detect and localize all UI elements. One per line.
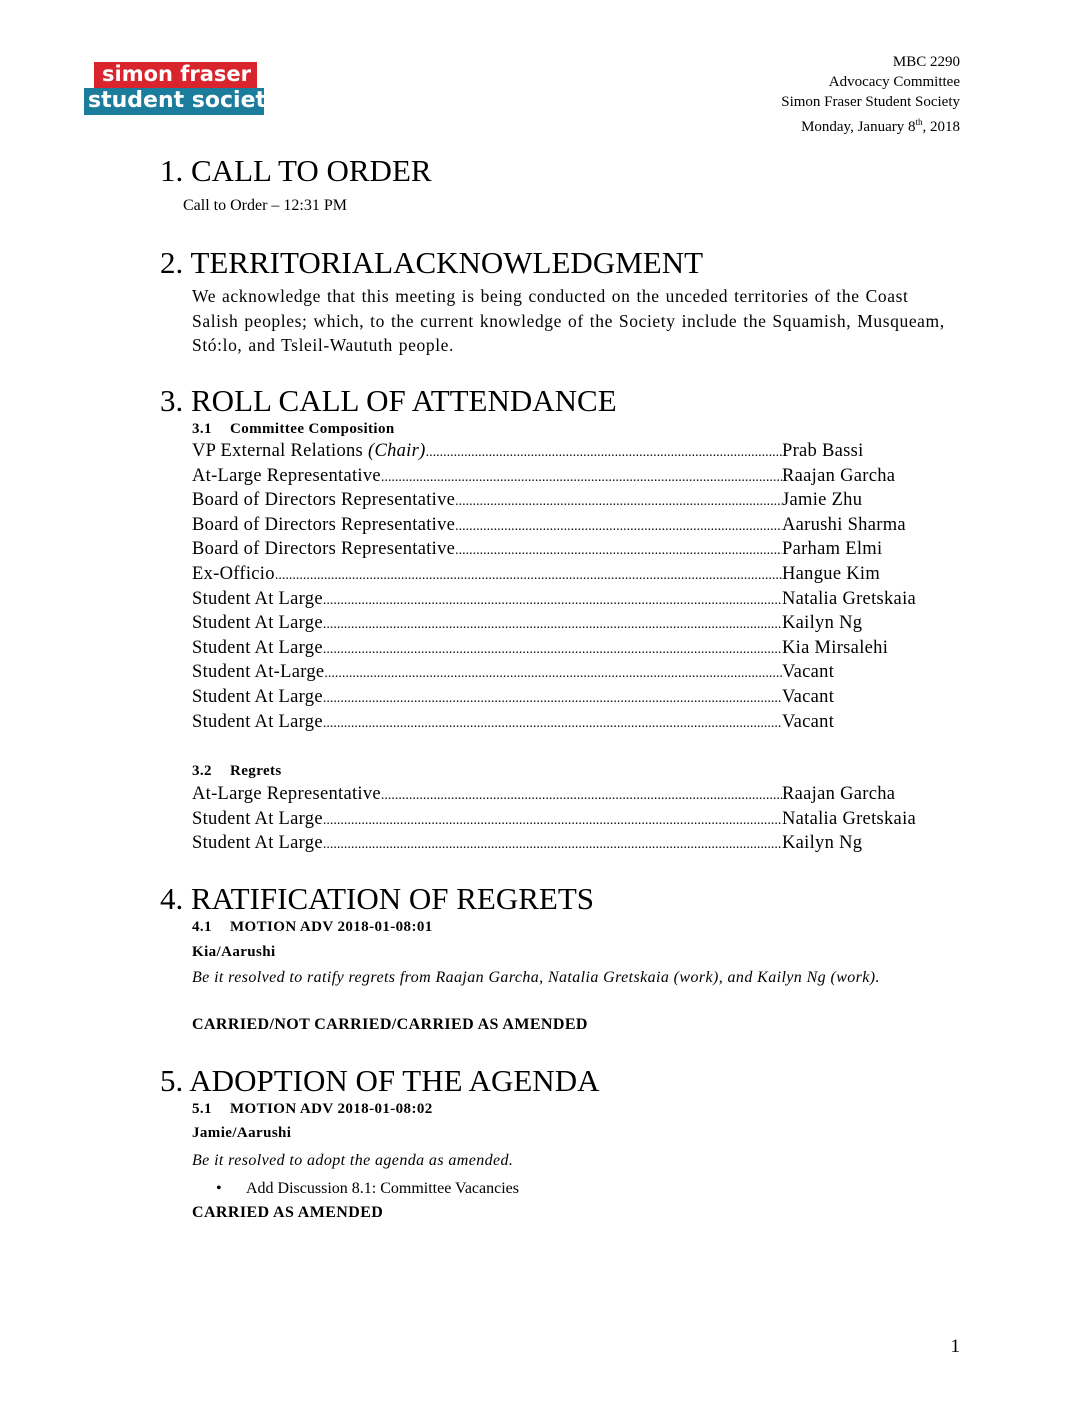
regrets-role: Student At Large [192,833,323,854]
composition-leader-dots [275,568,782,584]
section-3-title: 3. ROLL CALL OF ATTENDANCE [160,383,617,418]
motion-4-1-num: 4.1 [192,919,212,935]
regrets-leader-dots [323,813,782,829]
composition-row [192,465,896,490]
composition-leader-dots [323,642,782,658]
sfss-logo [84,62,281,115]
motion-5-1-movers: Jamie/Aarushi [192,1125,292,1141]
composition-leader-dots [323,716,782,732]
composition-member-name: Jamie Zhu [782,490,863,511]
composition-member-name: Kia Mirsalehi [782,637,889,658]
composition-role: Student At Large [192,637,323,658]
composition-role: Ex-Officio [192,564,275,584]
section-4-title: 4. RATIFICATION OF REGRETS [160,881,595,916]
composition-leader-dots [323,593,782,609]
subsection-3-1 [192,421,395,438]
section-2-title: 2. TERRITORIALACKNOWLEDGMENT [160,245,704,280]
regrets-member-name: Raajan Garcha [782,784,896,804]
composition-role-note: (Chair) [367,441,426,461]
regrets-leader-dots [323,837,782,853]
composition-leader-dots [381,470,782,486]
composition-role: Board of Directors Representative [192,514,456,535]
logo-line-1: simon fraser [94,62,257,88]
composition-member-name: Vacant [782,662,835,683]
composition-member-name: Hangue Kim [782,564,881,584]
composition-role: VP External Relations (Chair) [192,441,426,461]
motion-5-1-label: MOTION ADV 2018-01-08:02 [230,1101,433,1117]
regrets-member-name: Natalia Gretskaia [782,808,917,829]
composition-row [192,637,889,662]
composition-role: Student At Large [192,711,323,732]
regrets-leader-dots [381,788,782,804]
composition-member-name: Parham Elmi [782,539,883,560]
composition-member-name: Vacant [782,711,835,732]
motion-5-1 [192,1101,433,1118]
date-suffix: , 2018 [922,119,960,135]
motion-5-1-num: 5.1 [192,1101,212,1117]
logo-line-2: student society [84,88,264,115]
composition-role: Board of Directors Representative [192,490,456,511]
section-5-title: 5. ADOPTION OF THE AGENDA [160,1063,600,1098]
composition-row [192,687,835,711]
composition-role: At-Large Representative [192,465,381,486]
composition-member-name: Natalia Gretskaia [782,588,917,609]
composition-row [192,441,864,465]
composition-leader-dots [455,494,782,510]
composition-role: Board of Directors Representative [192,539,456,560]
composition-leader-dots [323,617,782,633]
composition-member-name: Kailyn Ng [782,613,863,634]
regrets-role: At-Large Representative [192,784,381,804]
composition-row [192,711,835,736]
composition-leader-dots [324,666,782,682]
composition-leader-dots [323,691,782,707]
composition-member-name: Prab Bassi [782,441,864,461]
composition-role: Student At Large [192,687,323,707]
composition-row [192,662,835,686]
bullet-icon: • [216,1180,222,1197]
section-1-title: 1. CALL TO ORDER [160,153,432,188]
territorial-acknowledgment-text: We acknowledge that this meeting is being conducted on the unceded territories of the Coast Salish peoples; which, to the current knowledge of the Society include the Squamish, Musqueam, Stó:lo, and Tsleil-Waututh people. [192,286,945,355]
date-prefix: Monday, January 8 [801,119,916,135]
regrets-row [192,833,863,857]
composition-leader-dots [426,445,782,461]
motion-5-1-result: CARRIED AS AMENDED [192,1204,384,1221]
composition-row [192,564,881,588]
composition-leader-dots [455,519,782,535]
motion-4-1-text: Be it resolved to ratify regrets from Raajan Garcha, Natalia Gretskaia (work), and Kailyn Ng (work). [192,969,880,986]
composition-member-name: Aarushi Sharma [782,514,906,535]
motion-4-1-result: CARRIED/NOT CARRIED/CARRIED AS AMENDED [192,1016,588,1033]
subsection-3-2 [192,763,282,780]
motion-4-1 [192,919,433,936]
subsection-3-1-num: 3.1 [192,421,212,437]
call-to-order-text: Call to Order – 12:31 PM [183,197,347,214]
composition-role: Student At Large [192,588,323,609]
date-sup: th [915,117,923,127]
composition-row [192,613,863,637]
regrets-row [192,784,896,808]
motion-4-1-label: MOTION ADV 2018-01-08:01 [230,919,433,935]
organization-name: Simon Fraser Student Society [781,94,960,110]
page-number: 1 [950,1336,960,1357]
subsection-3-2-num: 3.2 [192,763,212,779]
agenda-amendment-text: Add Discussion 8.1: Committee Vacancies [246,1180,519,1197]
meeting-header [781,52,960,137]
composition-row [192,490,863,514]
regrets-role: Student At Large [192,808,323,829]
meeting-date [781,112,960,137]
subsection-3-1-label: Committee Composition [230,421,395,437]
meeting-room: MBC 2290 [892,54,960,70]
composition-role: Student At Large [192,613,323,634]
composition-row [192,539,883,563]
composition-leader-dots [455,543,782,559]
composition-row [192,588,917,613]
agenda-amendment-item [216,1180,519,1198]
subsection-3-2-label: Regrets [230,763,282,779]
composition-member-name: Vacant [782,687,835,707]
motion-5-1-text: Be it resolved to adopt the agenda as amended. [192,1152,514,1169]
committee-name: Advocacy Committee [828,74,960,90]
regrets-row [192,808,917,833]
composition-member-name: Raajan Garcha [782,465,896,486]
composition-role: Student At-Large [192,662,325,683]
composition-row [192,514,906,539]
regrets-member-name: Kailyn Ng [782,833,863,854]
motion-4-1-movers: Kia/Aarushi [192,944,276,960]
